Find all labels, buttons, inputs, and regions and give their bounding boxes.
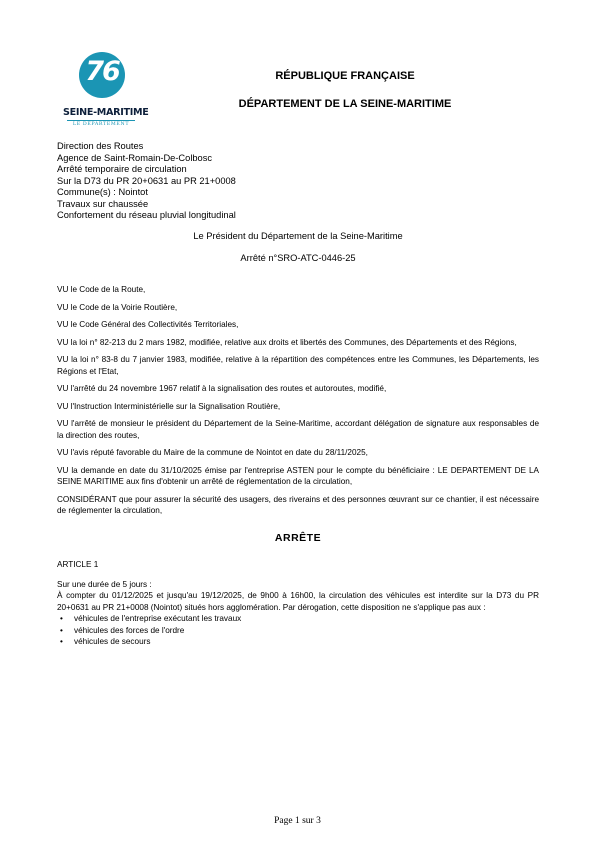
considerant-paragraph: VU la loi n° 82-213 du 2 mars 1982, modifiée, relative aux droits et libertés des Communes, des Départements et des Régions, (57, 337, 517, 347)
considerant-paragraph: VU le Code Général des Collectivités Territoriales, (57, 320, 239, 329)
service-line: Agence de Saint-Romain-De-Colbosc (57, 152, 213, 163)
logo-subtitle: LE DÉPARTEMENT (67, 120, 135, 127)
considerant-paragraph: VU la loi n° 83-8 du 7 janvier 1983, modifiée, relative à la répartition des compétences entre les Communes, les Départements, les Régions et l'Etat, (57, 355, 539, 376)
service-line: Arrêté temporaire de circulation (57, 164, 187, 174)
considerant-paragraph: VU l'arrêté de monsieur le président du Département de la Seine-Maritime, accordant délégation de signature aux responsables de la direction des routes, (57, 419, 539, 440)
list-item: • véhicules de l'entreprise exécutant les travaux (74, 613, 539, 625)
list-item: • véhicules des forces de l'ordre (74, 625, 539, 637)
article-title: ARTICLE 1 (57, 560, 99, 569)
document-body (57, 284, 539, 648)
page-number: Page 1 sur 3 (274, 816, 321, 826)
logo-name: SEINE-MARITIME (63, 107, 149, 118)
service-line: Commune(s) : Nointot (57, 187, 148, 197)
service-line: Travaux sur chaussée (57, 198, 149, 209)
department-heading: DÉPARTEMENT DE LA SEINE-MARITIME (238, 98, 452, 110)
service-line: Confortement du réseau pluvial longitudinal (57, 210, 236, 220)
republic-heading: RÉPUBLIQUE FRANÇAISE (275, 70, 415, 82)
arrete-number: Arrêté n°SRO-ATC-0446-25 (240, 253, 356, 263)
exception-list (57, 613, 539, 648)
considerant-paragraph: VU l'arrêté du 24 novembre 1967 relatif à la signalisation des routes et autoroutes, modifié, (57, 384, 387, 393)
article-text: À compter du 01/12/2025 et jusqu'au 19/12/2025, de 9h00 à 16h00, la circulation des véhicules est interdite sur la D73 du PR 20+0631 au PR 21+0008 (Nointot) situés hors agglomération. Par dérogation, cette disposition ne s'applique pas aux : (57, 591, 539, 612)
service-block (57, 141, 236, 222)
considerant-paragraph: VU l'Instruction Interministérielle sur la Signalisation Routière, (57, 401, 281, 411)
considerant-paragraph: VU le Code de la Route, (57, 285, 146, 294)
list-item: • véhicules de secours (74, 636, 539, 648)
article-duration: Sur une durée de 5 jours : (57, 579, 152, 589)
considerant-paragraph: VU le Code de la Voirie Routière, (57, 302, 178, 312)
considerant-paragraph: CONSIDÉRANT que pour assurer la sécurité des usagers, des riverains et des personnes œuvrant sur ce chantier, il est nécessaire de réglementer la circulation, (57, 494, 539, 515)
service-line: Sur la D73 du PR 20+0631 au PR 21+0008 (57, 175, 236, 186)
arrete-heading: ARRÊTE (274, 531, 322, 544)
president-line: Le Président du Département de la Seine-Maritime (193, 231, 403, 241)
considerant-paragraph: VU l'avis réputé favorable du Maire de la commune de Nointot en date du 28/11/2025, (57, 448, 368, 457)
department-logo (63, 52, 149, 132)
service-line: Direction des Routes (57, 141, 144, 151)
considerant-paragraph: VU la demande en date du 31/10/2025 émise par l'entreprise ASTEN pour le compte du bénéficiaire : LE DEPARTEMENT DE LA SEINE MARITIME aux fins d'obtenir un arrêté de réglementation de la circulation, (57, 465, 539, 486)
logo-number: 76 (85, 56, 119, 87)
